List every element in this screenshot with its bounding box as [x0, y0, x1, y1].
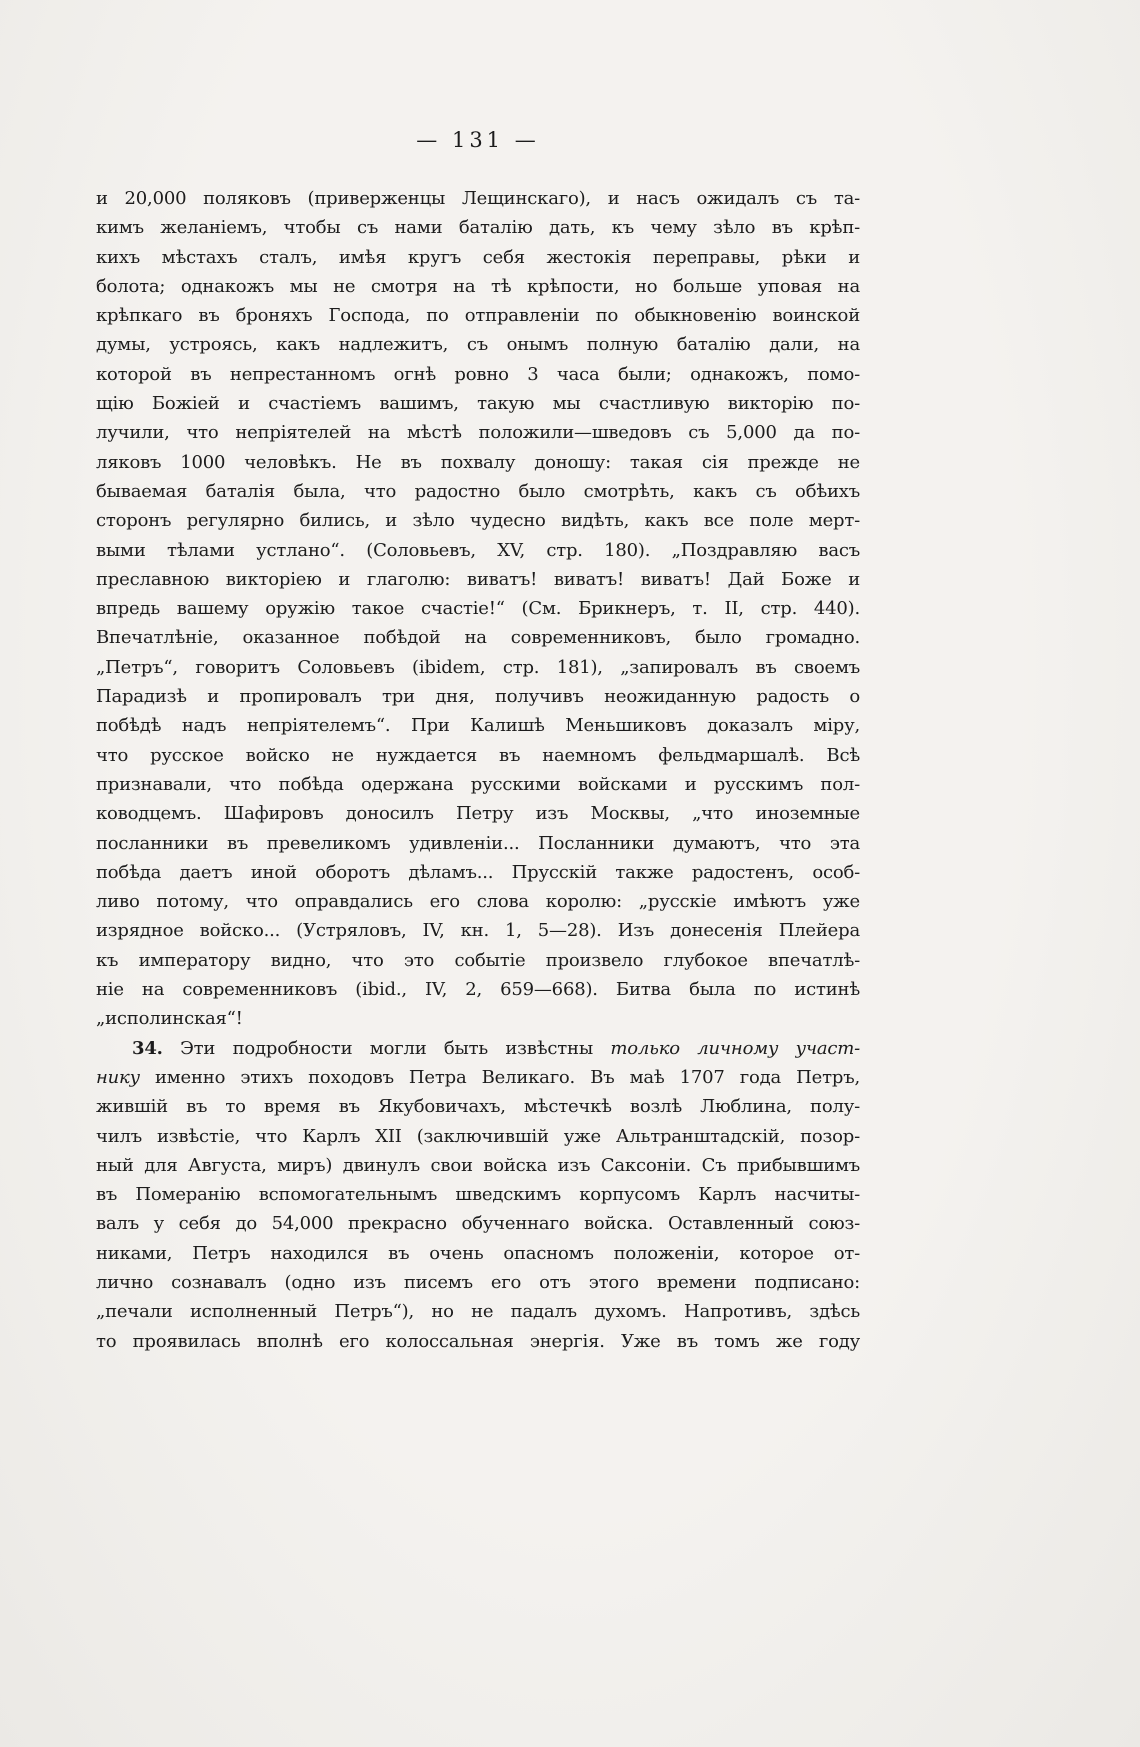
- text-run: именно этихъ походовъ Петра Великаго. Въ маѣ 1707 года Петръ,: [139, 1066, 860, 1088]
- text-run: чилъ извѣстіе, что Карлъ XII (заключившій уже Альтранштадскій, позор-: [96, 1125, 860, 1147]
- text-line: [96, 1180, 860, 1209]
- page-number: — 131 —: [416, 128, 540, 152]
- text-line: [96, 477, 860, 506]
- text-run: ляковъ 1000 человѣкъ. Не въ похвалу доношу: такая сія прежде не: [96, 451, 860, 473]
- text-run: изрядное войско... (Устряловъ, IV, кн. 1, 5—28). Изъ донесенія Плейера: [96, 920, 860, 942]
- text-block: [96, 184, 860, 1356]
- text-run: жившій въ то время въ Якубовичахъ, мѣстечкѣ возлѣ Люблина, полу-: [96, 1096, 860, 1118]
- text-line: [96, 916, 860, 945]
- text-run: крѣпкаго въ броняхъ Господа, по отправленіи по обыкновенію воинской: [96, 305, 860, 327]
- text-run: преславною викторіею и глаголю: виватъ! виватъ! виватъ! Дай Боже и: [96, 568, 860, 590]
- text-run: валъ у себя до 54,000 прекрасно обученнаго войска. Оставленный союз-: [96, 1213, 860, 1235]
- text-line: [96, 594, 860, 623]
- text-run: къ императору видно, что это событіе произвело глубокое впечатлѣ-: [96, 949, 860, 971]
- text-line: [96, 770, 860, 799]
- text-run: что русское войско не нуждается въ наемномъ фельдмаршалѣ. Всѣ: [96, 744, 860, 766]
- text-run: и 20,000 поляковъ (приверженцы Лещинскаго), и насъ ожидалъ съ та-: [96, 188, 860, 209]
- text-line: [96, 272, 860, 301]
- text-run: лично сознавалъ (одно изъ писемъ его отъ этого времени подписано:: [96, 1271, 860, 1293]
- text-run: щію Божіей и счастіемъ вашимъ, такую мы счастливую викторію по-: [96, 393, 860, 415]
- text-run: „Петръ“, говоритъ Соловьевъ (ibidem, стр. 181), „запировалъ въ своемъ: [96, 656, 860, 678]
- text-line: [96, 536, 860, 565]
- text-line: [96, 1122, 860, 1151]
- text-line: [96, 301, 860, 330]
- text-line: [96, 213, 860, 242]
- text-line: [96, 1004, 860, 1033]
- text-run: бываемая баталія была, что радостно было смотрѣть, какъ съ обѣихъ: [96, 480, 860, 502]
- text-line: [96, 418, 860, 447]
- text-run: посланники въ превеликомъ удивленіи... Посланники думаютъ, что эта: [96, 832, 860, 854]
- text-line: [96, 506, 860, 535]
- text-run: кихъ мѣстахъ сталъ, имѣя кругъ себя жестокія переправы, рѣки и: [96, 246, 860, 268]
- text-line: [96, 360, 860, 389]
- text-line: [96, 1239, 860, 1268]
- text-run: побѣдѣ надъ непріятелемъ“. При Калишѣ Меньшиковъ доказалъ міру,: [96, 715, 860, 737]
- italic-text-run: только личному участ-: [610, 1037, 860, 1059]
- text-line: [96, 711, 860, 740]
- text-line: [96, 1297, 860, 1326]
- text-line: [96, 946, 860, 975]
- text-run: „исполинская“!: [96, 1008, 243, 1030]
- text-run: ливо потому, что оправдались его слова королю: „русскіе имѣютъ уже: [96, 891, 860, 913]
- text-line: [96, 1092, 860, 1121]
- text-run: болота; однакожъ мы не смотря на тѣ крѣпости, но больше уповая на: [96, 275, 860, 297]
- paragraph: [96, 184, 860, 1034]
- paragraph: [96, 1034, 860, 1356]
- text-line: [96, 1034, 860, 1063]
- text-run: выми тѣлами устлано“. (Соловьевъ, XV, стр. 180). „Поздравляю васъ: [96, 539, 860, 561]
- text-line: [96, 1327, 860, 1356]
- text-run: ніе на современниковъ (ibid., IV, 2, 659—668). Битва была по истинѣ: [96, 979, 860, 1001]
- text-run: въ Померанію вспомогательнымъ шведскимъ корпусомъ Карлъ насчиты-: [96, 1184, 860, 1206]
- text-line: [96, 1063, 860, 1092]
- text-run: ный для Августа, миръ) двинулъ свои войска изъ Саксоніи. Съ прибывшимъ: [96, 1154, 860, 1176]
- text-line: [96, 741, 860, 770]
- text-run: побѣда даетъ иной оборотъ дѣламъ... Прусскій также радостенъ, особ-: [96, 861, 860, 883]
- text-run: то проявилась вполнѣ его колоссальная энергія. Уже въ томъ же году: [96, 1330, 860, 1352]
- bold-text-run: 34.: [132, 1037, 163, 1059]
- text-line: [96, 448, 860, 477]
- text-line: [96, 653, 860, 682]
- text-run: Эти подробности могли быть извѣстны: [162, 1037, 611, 1059]
- text-line: [96, 682, 860, 711]
- text-line: [96, 1268, 860, 1297]
- text-line: [96, 799, 860, 828]
- text-run: кимъ желаніемъ, чтобы съ нами баталію дать, къ чему зѣло въ крѣп-: [96, 217, 860, 239]
- text-line: [96, 829, 860, 858]
- text-line: [96, 184, 860, 213]
- text-line: [96, 243, 860, 272]
- text-run: признавали, что побѣда одержана русскими войсками и русскимъ пол-: [96, 773, 860, 795]
- text-run: которой въ непрестанномъ огнѣ ровно 3 часа были; однакожъ, помо-: [96, 363, 860, 385]
- text-run: думы, устроясь, какъ надлежитъ, съ онымъ полную баталію дали, на: [96, 334, 860, 356]
- text-run: „печали исполненный Петръ“), но не падалъ духомъ. Напротивъ, здѣсь: [96, 1301, 860, 1323]
- text-line: [96, 389, 860, 418]
- text-run: никами, Петръ находился въ очень опасномъ положеніи, которое от-: [96, 1242, 860, 1264]
- text-line: [96, 565, 860, 594]
- text-run: ководцемъ. Шафировъ доносилъ Петру изъ Москвы, „что иноземные: [96, 803, 860, 825]
- text-line: [96, 887, 860, 916]
- text-line: [96, 975, 860, 1004]
- text-line: [96, 623, 860, 652]
- text-run: лучили, что непріятелей на мѣстѣ положили—шведовъ съ 5,000 да по-: [96, 422, 860, 444]
- text-line: [96, 330, 860, 359]
- text-run: впредь вашему оружію такое счастіе!“ (См. Брикнеръ, т. II, стр. 440).: [96, 598, 860, 620]
- text-line: [96, 1151, 860, 1180]
- text-line: [96, 858, 860, 887]
- text-run: сторонъ регулярно бились, и зѣло чудесно видѣть, какъ все поле мерт-: [96, 510, 860, 532]
- text-run: Парадизѣ и пропировалъ три дня, получивъ неожиданную радость о: [96, 686, 860, 708]
- text-line: [96, 1209, 860, 1238]
- italic-text-run: нику: [96, 1066, 140, 1088]
- text-run: Впечатлѣніе, оказанное побѣдой на современниковъ, было громадно.: [96, 627, 860, 649]
